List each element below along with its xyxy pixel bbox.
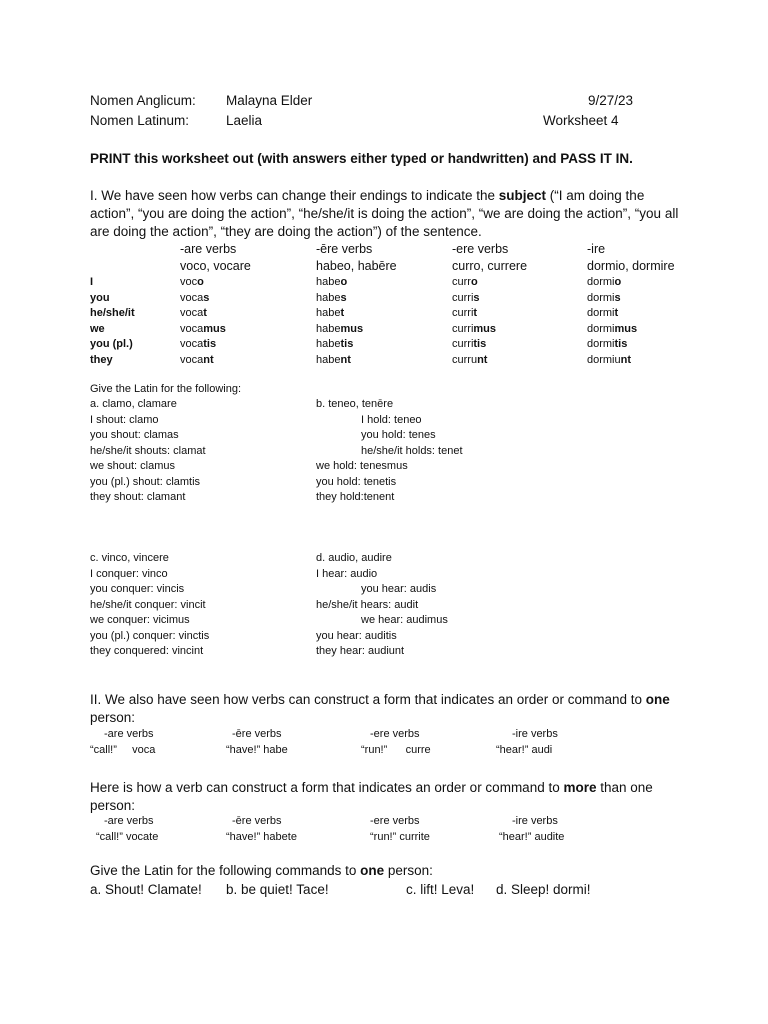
- exercise-b-line: he/she/it holds: tenet: [361, 445, 463, 457]
- exercise-c-line: they conquered: vincint: [90, 645, 204, 657]
- verb-form: [180, 292, 209, 304]
- verb-form: [587, 323, 637, 335]
- verb-stem: curr: [452, 276, 471, 288]
- latin-name-value: Laelia: [226, 113, 263, 128]
- exercise-d-line: they hear: audiunt: [316, 645, 405, 657]
- verb-ending: s: [614, 291, 621, 304]
- exercise-d-line: I hear: audio: [316, 568, 378, 580]
- exercise-a-line: you shout: clamas: [90, 429, 179, 441]
- exercise-b-line: they hold:tenent: [316, 491, 395, 503]
- exercise-d-line: you hear: auditis: [316, 630, 397, 642]
- verb-stem: habe: [316, 322, 341, 335]
- singular-header-ere: -ere verbs: [370, 728, 420, 740]
- print-instruction: PRINT this worksheet out (with answers either typed or handwritten) and PASS IT IN.: [90, 151, 633, 166]
- verb-ending: nt: [620, 353, 632, 366]
- verb-form: [180, 354, 214, 366]
- verb-ending: mus: [614, 322, 638, 335]
- verb-form: [587, 354, 631, 366]
- exercise-d-heading: d. audio, audire: [316, 552, 392, 564]
- verb-form: [180, 307, 207, 319]
- verb-ending: nt: [340, 353, 351, 366]
- singular-header-ere-long: -ēre verbs: [232, 728, 282, 740]
- plural-example-are: “call!” vocate: [96, 831, 159, 843]
- verb-stem: voca: [180, 322, 204, 335]
- verb-ending: mus: [203, 322, 226, 335]
- exercise-c-heading: c. vinco, vincere: [90, 552, 169, 564]
- verb-form: [452, 276, 478, 288]
- singular-example-ere-long: “have!” habe: [226, 744, 288, 756]
- plural-example-ere: “run!” currite: [370, 831, 430, 843]
- exercise-b-line: you hold: tenes: [361, 429, 436, 441]
- verb-form: [452, 338, 486, 350]
- command-intro: Give the Latin for the following commands to one person:: [90, 863, 433, 878]
- exercise-d-line: you hear: audis: [361, 583, 437, 595]
- verb-stem: voca: [180, 338, 204, 350]
- person-label: you: [90, 291, 110, 304]
- verb-ending: o: [614, 276, 622, 288]
- exercise-a-line: I shout: clamo: [90, 414, 159, 426]
- person-label: he/she/it: [90, 307, 135, 319]
- verb-stem: curri: [452, 322, 474, 335]
- person-label: we: [90, 322, 105, 335]
- exercise-c-line: you conquer: vincis: [90, 583, 185, 595]
- english-name-label: Nomen Anglicum:: [90, 93, 196, 108]
- exercise-c-line: I conquer: vinco: [90, 568, 168, 580]
- section2-intro: II. We also have seen how verbs can construct a form that indicates an order or command to one person:: [90, 692, 670, 725]
- exercise-a-line: we shout: clamus: [90, 460, 175, 472]
- verb-form: [452, 292, 480, 304]
- verb-ending: tis: [203, 338, 217, 350]
- singular-example-ere: “run!” curre: [361, 744, 431, 756]
- verb-form: [587, 292, 621, 304]
- verb-form: [452, 307, 477, 319]
- english-name-value: Malayna Elder: [226, 93, 313, 108]
- verb-ending: o: [197, 276, 204, 288]
- verb-form: [452, 323, 496, 335]
- latin-name-label: Nomen Latinum:: [90, 113, 190, 128]
- verb-stem: dormi: [587, 338, 615, 350]
- person-label: I: [90, 276, 94, 288]
- principal-parts-are: voco, vocare: [180, 259, 251, 273]
- singular-example-ire: “hear!” audi: [496, 744, 553, 756]
- verb-stem: curri: [452, 338, 474, 350]
- command-answer-d: d. Sleep! dormi!: [496, 882, 591, 897]
- exercise-b-line: I hold: teneo: [361, 414, 422, 426]
- verb-stem: habe: [316, 338, 341, 350]
- verb-stem: voca: [180, 307, 204, 319]
- verb-form: [316, 338, 353, 350]
- singular-example-are: “call!” voca: [90, 744, 156, 756]
- conj-header-ere: -ere verbs: [452, 242, 509, 256]
- verb-ending: tis: [473, 338, 487, 350]
- verb-ending: o: [470, 276, 478, 288]
- principal-parts-ire: dormio, dormire: [587, 259, 675, 273]
- verb-ending: s: [203, 291, 210, 304]
- verb-stem: dormi: [587, 322, 615, 335]
- person-label: they: [90, 353, 113, 366]
- verb-ending: mus: [473, 322, 497, 335]
- principal-parts-ere-long: habeo, habēre: [316, 259, 397, 273]
- verb-ending: nt: [477, 353, 488, 366]
- exercise-b-line: we hold: tenesmus: [316, 460, 408, 472]
- plural-intro: Here is how a verb can construct a form that indicates an order or command to more than one person:: [90, 780, 653, 813]
- verb-form: [316, 307, 344, 319]
- exercise-c-line: we conquer: vicimus: [90, 614, 190, 626]
- verb-stem: curri: [452, 307, 474, 319]
- exercise-b-line: you hold: tenetis: [316, 476, 397, 488]
- exercise-d-line: he/she/it hears: audit: [316, 599, 419, 611]
- conj-header-ere-long: -ēre verbs: [316, 242, 373, 256]
- worksheet-number: Worksheet 4: [543, 113, 619, 128]
- exercise-a-heading: a. clamo, clamare: [90, 398, 177, 410]
- exercise-a-line: he/she/it shouts: clamat: [90, 445, 206, 457]
- verb-ending: t: [473, 307, 478, 319]
- plural-header-ere: -ere verbs: [370, 815, 420, 827]
- verb-ending: tis: [340, 338, 354, 350]
- verb-stem: dormi: [587, 307, 615, 319]
- verb-ending: mus: [340, 322, 364, 335]
- verb-ending: s: [473, 291, 480, 304]
- verb-stem: voca: [180, 353, 204, 366]
- person-label: you (pl.): [90, 338, 133, 350]
- exercise-c-line: you (pl.) conquer: vinctis: [90, 630, 210, 642]
- conj-header-ire: -ire: [587, 242, 606, 256]
- exercise-d-line: we hear: audimus: [361, 614, 448, 626]
- verb-stem: habe: [316, 276, 341, 288]
- verb-stem: voc: [180, 276, 198, 288]
- singular-header-ire: -ire verbs: [512, 728, 558, 740]
- verb-form: [587, 276, 621, 288]
- principal-parts-ere: curro, currere: [452, 259, 528, 273]
- verb-stem: voca: [180, 291, 204, 304]
- verb-form: [316, 276, 347, 288]
- verb-ending: t: [203, 307, 207, 319]
- verb-form: [587, 338, 627, 350]
- plural-header-are: -are verbs: [104, 815, 154, 827]
- verb-ending: o: [340, 276, 348, 288]
- verb-stem: habe: [316, 307, 341, 319]
- verb-stem: habe: [316, 291, 341, 304]
- exercise-c-line: he/she/it conquer: vincit: [90, 599, 206, 611]
- verb-stem: curri: [452, 291, 474, 304]
- verb-stem: dormi: [587, 276, 615, 288]
- exercise-a-line: you (pl.) shout: clamtis: [90, 476, 201, 488]
- command-answer-b: b. be quiet! Tace!: [226, 882, 329, 897]
- verb-form: [587, 307, 618, 319]
- plural-header-ere-long: -ēre verbs: [232, 815, 282, 827]
- verb-stem: curru: [452, 353, 478, 366]
- exercise-title: Give the Latin for the following:: [90, 383, 242, 395]
- verb-ending: s: [340, 291, 347, 304]
- plural-example-ire: “hear!” audite: [499, 831, 565, 843]
- plural-header-ire: -ire verbs: [512, 815, 558, 827]
- verb-form: [316, 292, 347, 304]
- verb-ending: t: [340, 307, 345, 319]
- verb-ending: nt: [203, 353, 214, 366]
- command-answer-c: c. lift! Leva!: [406, 882, 475, 897]
- verb-stem: dormiu: [587, 353, 621, 366]
- verb-ending: tis: [614, 338, 628, 350]
- verb-form: [180, 276, 204, 288]
- date: 9/27/23: [588, 93, 634, 108]
- exercise-a-line: they shout: clamant: [90, 491, 186, 503]
- plural-example-ere-long: “have!” habete: [226, 831, 297, 843]
- verb-form: [316, 323, 363, 335]
- section1-intro: I. We have seen how verbs can change their endings to indicate the subject (“I am doing the action”, “you are doing the action”, “he/she/it is doing the action”, “we are doing the action”, “you all are doing the action”, “they are doing the action”) of the sentence.: [90, 188, 679, 239]
- exercise-b-heading: b. teneo, tenēre: [316, 398, 394, 410]
- verb-form: [180, 323, 226, 335]
- verb-stem: dormi: [587, 291, 615, 304]
- verb-ending: t: [614, 307, 619, 319]
- verb-form: [316, 354, 351, 366]
- command-answer-a: a. Shout! Clamate!: [90, 882, 202, 897]
- conj-header-are: -are verbs: [180, 242, 237, 256]
- verb-stem: habe: [316, 353, 341, 366]
- verb-form: [452, 354, 487, 366]
- singular-header-are: -are verbs: [104, 728, 154, 740]
- verb-form: [180, 338, 216, 350]
